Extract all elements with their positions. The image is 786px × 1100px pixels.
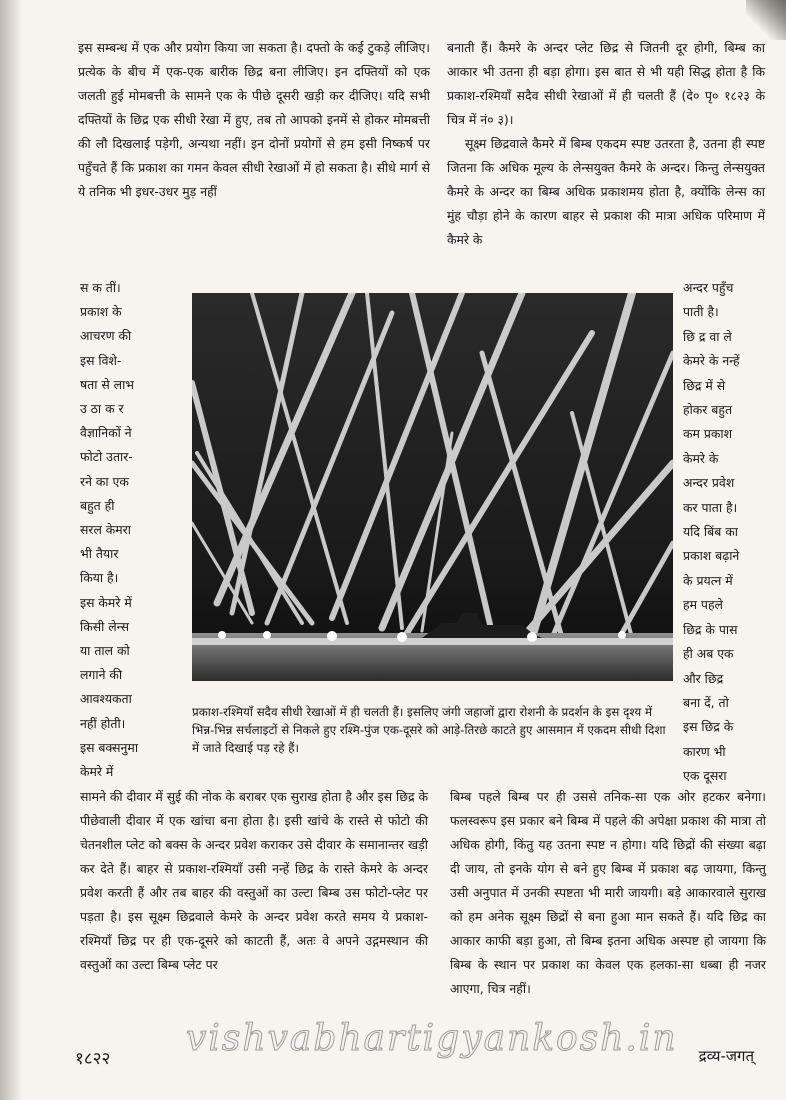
- narrow-left-line: वैज्ञानिकों ने: [80, 425, 132, 441]
- narrow-left-line: फोटो उतार-: [80, 449, 133, 465]
- narrow-right-column: [683, 276, 761, 789]
- narrow-left-line: बहुत ही: [80, 497, 115, 513]
- narrow-right-line: छिद्र में से: [683, 377, 726, 393]
- top-right-paragraph: [447, 36, 765, 252]
- top-right-text-2: सूक्ष्म छिद्रवाले कैमरे में बिम्ब एकदम स्पष्ट उतरता है, उतना ही स्पष्ट जितना कि अधिक मूल्य के लेन्सयुक्त कैमरे के अन्दर। किन्तु लेन्सयुक्त कैमरे के अन्दर का बिम्ब अधिक प्रकाशमय होता है, क्योंकि लेन्स का मुंह चौड़ा होने के कारण बाहर से प्रकाश की मात्रा अधिक परिमाण में कैमरे के: [447, 136, 765, 247]
- bottom-right-text: बिम्ब पहले बिम्ब पर ही उससे तनिक-सा एक ओर हटकर बनेगा। फलस्वरूप इस प्रकार बने बिम्ब में पहले की अपेक्षा प्रकाश की मात्रा तो अधिक होगी, किंतु यह उतना स्पष्ट न होगा। यदि छिद्रों की संख्या बढ़ा दी जाय, तो इनके योग से बने हुए बिम्ब में प्रकाश बढ़ जायगा, किन्तु उसी अनुपात में उनकी स्पष्टता भी मारी जायगी। बड़े आकारवाले सुराख को हम अनेक सूक्ष्म छिद्रों से बना हुआ मान सकते हैं। यदि छिद्र का आकार काफी बड़ा हुआ, तो बिम्ब इतना अधिक अस्पष्ट हो जायगा कि बिम्ब के स्थान पर प्रकाश का केवल एक हलका-सा धब्बा ही नजर आएगा, चित्र नहीं।: [450, 789, 766, 996]
- narrow-left-line: किसी लेन्स: [80, 618, 130, 634]
- narrow-left-line: इस केमरे में: [80, 594, 132, 610]
- narrow-right-line: यदि बिंब का: [683, 524, 738, 540]
- narrow-left-line: स क तीं।: [80, 280, 121, 295]
- narrow-right-line: केमरे के: [683, 450, 719, 466]
- narrow-right-line: कम प्रकाश: [683, 426, 733, 442]
- narrow-right-line: इस छिद्र के: [683, 719, 734, 735]
- narrow-right-line: कारण भी: [683, 743, 726, 759]
- narrow-left-line: षता से लाभ: [80, 376, 135, 392]
- narrow-right-line: छि द्र वा ले: [683, 328, 732, 344]
- narrow-left-line: या ताल को: [80, 643, 130, 659]
- narrow-right-line: ही अब एक: [683, 646, 734, 662]
- watermark-text: vishvabhartigyankosh.in: [186, 1018, 678, 1059]
- narrow-left-line: आवश्यकता: [80, 691, 132, 707]
- narrow-left-line: लगाने की: [80, 667, 123, 683]
- narrow-left-line: इस विशे-: [80, 352, 122, 368]
- top-right-text-1: बनाती हैं। कैमरे के अन्दर प्लेट छिद्र से जितनी दूर होगी, बिम्ब का आकार भी उतना ही बड़ा होगा। इस बात से भी यही सिद्ध होता है कि प्रकाश-रश्मियाँ सदैव सीधी रेखाओं में ही चलती हैं (दे० पृ० १८२३ के चित्र में नं० ३)।: [447, 40, 765, 127]
- narrow-right-line: प्रकाश बढ़ाने: [683, 548, 740, 564]
- narrow-left-line: रने का एक: [80, 473, 129, 489]
- narrow-left-column: [80, 276, 182, 784]
- page-number: १८२२: [75, 1049, 111, 1069]
- narrow-left-line: सरल केमरा: [80, 522, 131, 538]
- photo-drawing: [192, 293, 673, 681]
- narrow-right-line: अन्दर पहुँच: [683, 280, 734, 295]
- narrow-right-line: और छिद्र: [683, 670, 724, 686]
- narrow-right-line: हम पहले: [683, 597, 723, 613]
- photo-caption: प्रकाश-रश्मियाँ सदैव सीधी रेखाओं में ही चलती हैं। इसलिए जंगी जहाजों द्वारा रोशनी के प्रदर्शन के इस दृश्य में भिन्न-भिन्न सर्चलाइटों से निकले हुए रश्मि-पुंज एक-दूसरे को आड़े-तिरछे काटते हुए आसमान में एकदम सीधी दिशा में जाते दिखाई पड़ रहे हैं।: [192, 705, 666, 755]
- narrow-right-line: अन्दर प्रवेश: [683, 475, 735, 491]
- narrow-left-line: केमरे में: [80, 764, 114, 780]
- narrow-right-line: बना दें, तो: [683, 694, 729, 710]
- bottom-left-text: सामने की दीवार में सुई की नोक के बराबर एक सुराख होता है और इस छिद्र के पीछेवाली दीवार में एक खांचा बना होता है। इसी खांचे के रास्ते से फोटो की चेतनशील प्लेट को बक्स के अन्दर प्रवेश कराकर उसे दीवार के समानान्तर खड़ी कर देते हैं। बाहर से प्रकाश-रश्मियाँ उसी नन्हें छिद्र के रास्ते केमरे के अन्दर प्रवेश करती हैं और तब बाहर की वस्तुओं का उल्टा बिम्ब उस फोटो-प्लेट पर पड़ता है। इस सूक्ष्म छिद्रवाले केमरे के अन्दर प्रवेश करते समय ये प्रकाश-रश्मियाँ छिद्र पर ही एक-दूसरे को काटती हैं, अतः वे अपने उद्गमस्थान की वस्तुओं का उल्टा बिम्ब प्लेट पर: [80, 789, 428, 972]
- searchlight-beams-photo: [192, 293, 673, 681]
- narrow-right-line: होकर बहुत: [683, 402, 733, 418]
- narrow-left-line: किया है।: [80, 570, 119, 586]
- narrow-left-line: आचरण की: [80, 328, 132, 344]
- bottom-left-paragraph: [80, 785, 428, 977]
- narrow-right-line: एक दूसरा: [683, 768, 727, 784]
- narrow-left-line: उ ठा क र: [80, 401, 124, 417]
- narrow-left-line: प्रकाश के: [80, 304, 122, 320]
- narrow-left-line: भी तैयार: [80, 546, 119, 562]
- narrow-right-line: पाती है।: [683, 304, 719, 320]
- narrow-left-line: इस बक्सनुमा: [80, 739, 139, 755]
- running-title: द्रव्य-जगत्: [698, 1047, 754, 1065]
- narrow-right-line: के प्रयत्न में: [683, 572, 733, 588]
- narrow-right-line: कर पाता है।: [683, 499, 738, 515]
- binding-shadow: [0, 0, 22, 1100]
- narrow-right-line: छिद्र के पास: [683, 621, 738, 637]
- narrow-right-line: केमरे के नन्हें: [683, 353, 740, 369]
- narrow-left-line: नहीं होती।: [80, 715, 126, 731]
- bottom-right-paragraph: [450, 785, 766, 1001]
- top-left-paragraph: [78, 36, 430, 204]
- page-fold: [746, 0, 786, 40]
- top-left-text: इस सम्बन्ध में एक और प्रयोग किया जा सकता है। दफ्तो के कई टुकड़े लीजिए। प्रत्येक के बीच में एक-एक बारीक छिद्र बना लीजिए। इन दफ्तियों को एक जलती हुई मोमबत्ती के सामने एक के पीछे दूसरी खड़ी कर दीजिए। यदि सभी दफ्तियों के छिद्र एक सीधी रेखा में हुए, तब तो आपको इनमें से होकर मोमबत्ती की लौ दिखलाई पड़ेगी, अन्यथा नहीं। इन दोनों प्रयोगों से हम इसी निष्कर्ष पर पहुँचते हैं कि प्रकाश का गमन केवल सीधी रेखाओं में हो सकता है। सीधे मार्ग से ये तनिक भी इधर-उधर मुड़ नहीं: [78, 40, 430, 199]
